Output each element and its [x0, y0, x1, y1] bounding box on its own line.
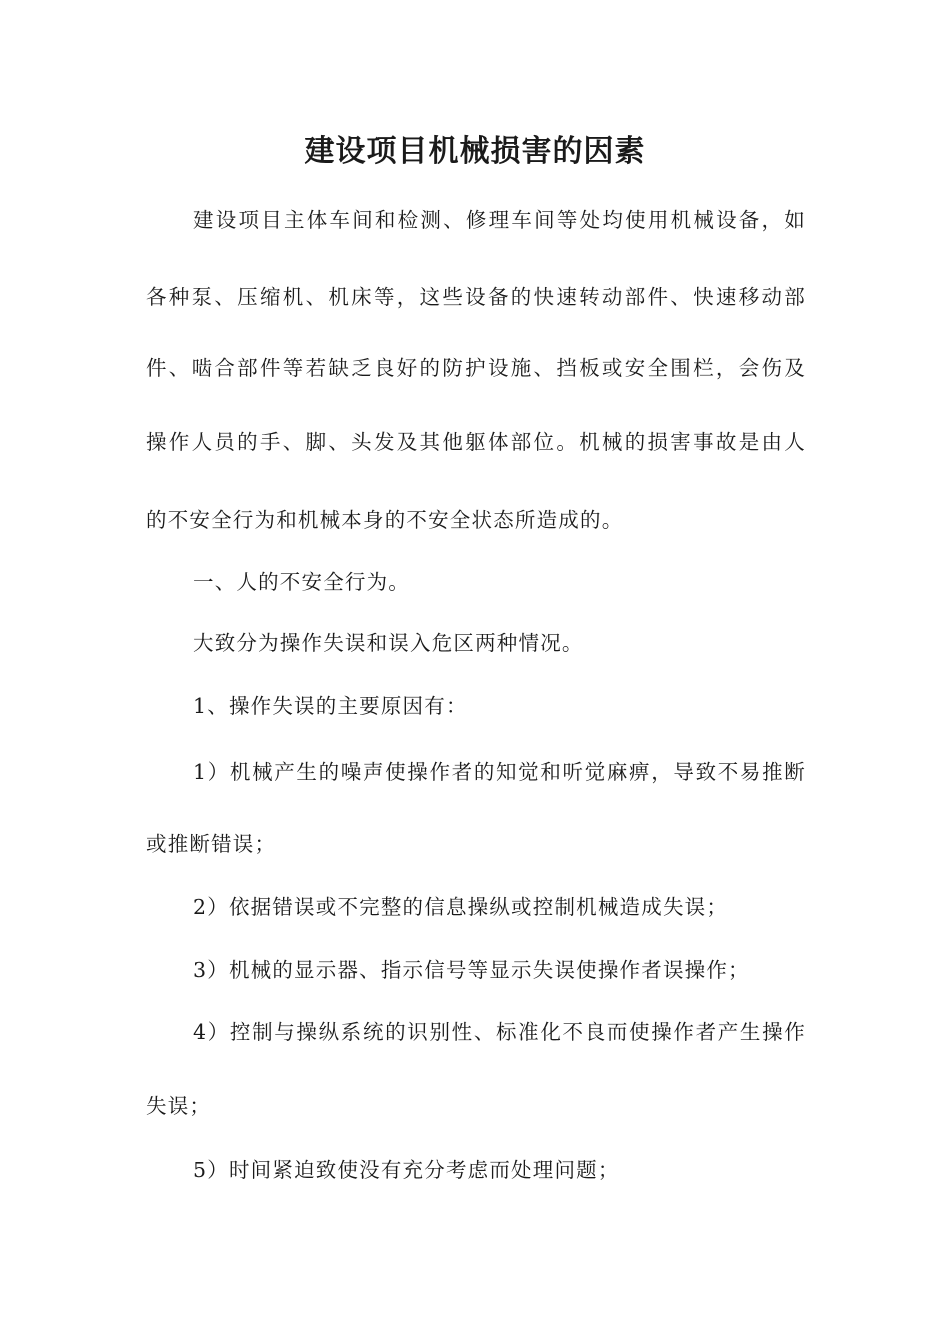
paragraph-line: 操作人员的手、脚、头发及其他躯体部位。机械的损害事故是由人 — [146, 430, 806, 454]
list-heading: 1、操作失误的主要原因有： — [193, 694, 468, 718]
document-title: 建设项目机械损害的因素 — [304, 134, 646, 169]
list-item-continuation: 或推断错误； — [146, 832, 277, 856]
paragraph-line: 件、啮合部件等若缺乏良好的防护设施、挡板或安全围栏，会伤及 — [146, 356, 806, 380]
list-item: 2）依据错误或不完整的信息操纵或控制机械造成失误； — [193, 895, 729, 919]
paragraph-line: 大致分为操作失误和误入危区两种情况。 — [193, 631, 584, 655]
section-heading: 一、人的不安全行为。 — [193, 570, 410, 594]
paragraph-line: 的不安全行为和机械本身的不安全状态所造成的。 — [146, 508, 624, 532]
paragraph-line: 建设项目主体车间和检测、修理车间等处均使用机械设备，如 — [193, 208, 806, 232]
list-item: 3）机械的显示器、指示信号等显示失误使操作者误操作； — [193, 958, 750, 982]
list-item: 5）时间紧迫致使没有充分考虑而处理问题； — [193, 1158, 620, 1182]
paragraph-line: 各种泵、压缩机、机床等，这些设备的快速转动部件、快速移动部 — [146, 285, 806, 309]
list-item: 4）控制与操纵系统的识别性、标准化不良而使操作者产生操作 — [193, 1020, 806, 1044]
list-item-continuation: 失误； — [146, 1094, 212, 1118]
list-item: 1）机械产生的噪声使操作者的知觉和听觉麻痹，导致不易推断 — [193, 760, 806, 784]
